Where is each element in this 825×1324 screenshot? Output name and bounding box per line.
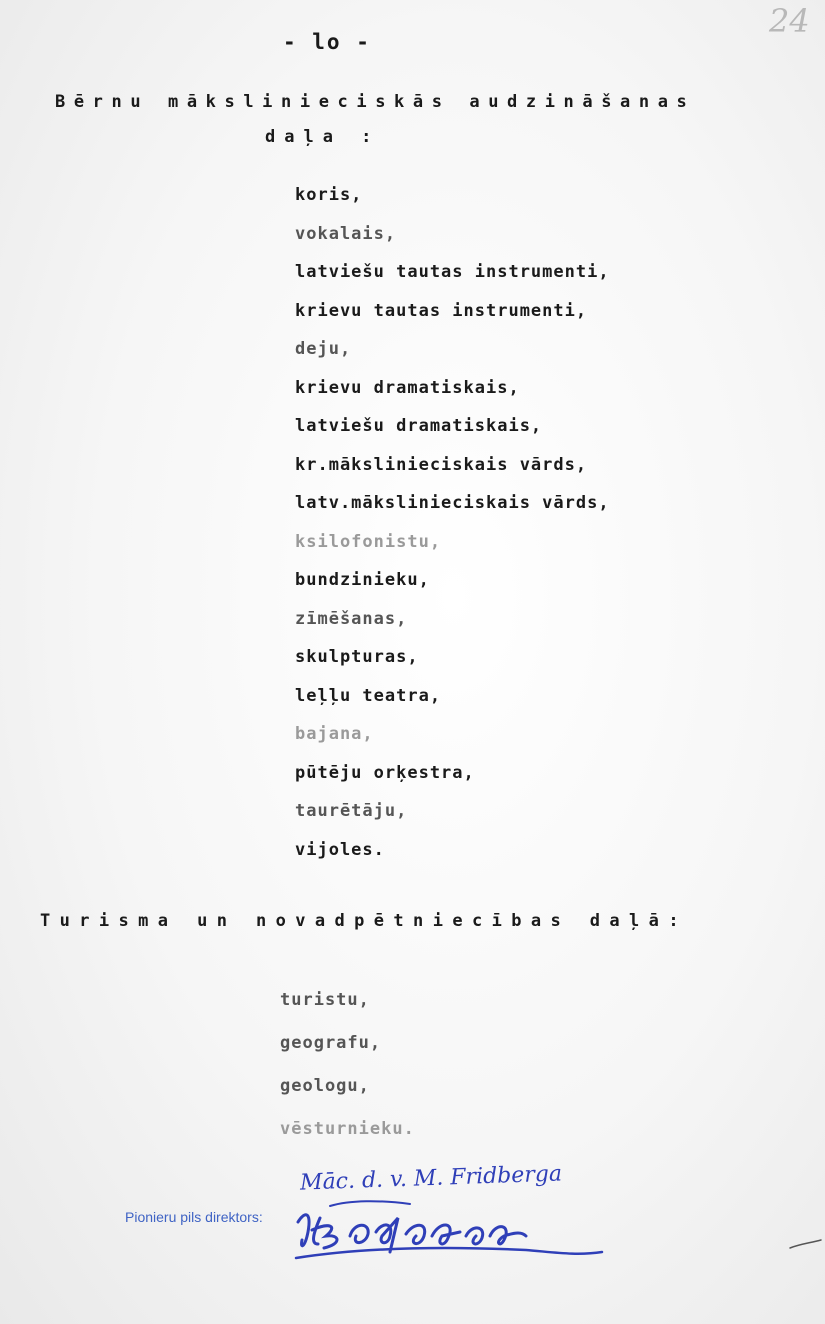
handwritten-note: Māc. d. v. M. Fridberga [299, 1161, 563, 1196]
section-1-heading: Bērnu mākslinieciskās audzināšanas [55, 92, 696, 112]
list-item: leļļu teatra, [295, 685, 442, 706]
list-item: zīmēšanas, [295, 608, 408, 629]
list-item: taurētāju, [295, 801, 408, 821]
list-item: latv.mākslinieciskais vārds, [295, 493, 610, 513]
archive-page-number: 24 [769, 2, 810, 40]
list-item: vēsturnieku. [280, 1119, 415, 1139]
stamp-label: Pionieru pils direktors: [125, 1209, 263, 1225]
list-item: latviešu tautas instrumenti, [295, 262, 610, 282]
list-item: koris, [295, 185, 363, 205]
page-number: - lo - [283, 30, 371, 54]
section-1-list [295, 180, 610, 873]
list-item: turistu, [280, 990, 370, 1010]
list-item: geologu, [280, 1076, 370, 1096]
section-2-list [280, 985, 415, 1157]
list-item: pūtēju orķestra, [295, 762, 475, 783]
list-item: vijoles. [295, 839, 385, 860]
pen-stroke [788, 1238, 823, 1252]
list-item: latviešu dramatiskais, [295, 416, 543, 436]
list-item: bajana, [295, 724, 374, 744]
list-item: kr.mākslinieciskais vārds, [295, 454, 588, 475]
director-signature [290, 1192, 610, 1282]
list-item: vokalais, [295, 223, 397, 244]
list-item: krievu dramatiskais, [295, 377, 520, 398]
list-item: krievu tautas instrumenti, [295, 300, 588, 321]
list-item: deju, [295, 339, 352, 359]
list-item: bundzinieku, [295, 570, 430, 590]
list-item: skulpturas, [295, 647, 419, 667]
list-item: ksilofonistu, [295, 531, 442, 552]
list-item: geografu, [280, 1033, 382, 1053]
section-2-heading: Turisma un novadpētniecības daļā: [40, 911, 688, 931]
section-1-heading-continuation: daļa : [265, 127, 381, 147]
